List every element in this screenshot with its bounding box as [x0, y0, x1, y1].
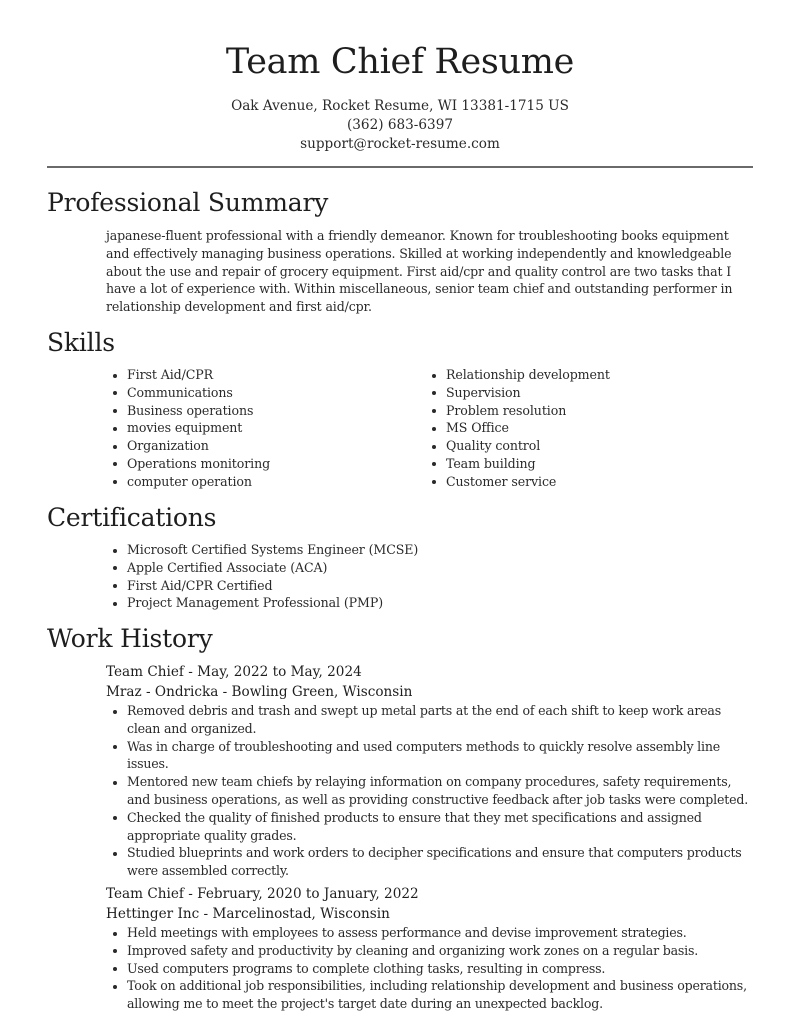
contact-address: Oak Avenue, Rocket Resume, WI 13381-1715 US — [231, 98, 569, 114]
skills-list-left — [106, 366, 406, 491]
skill-item: MS Office — [425, 419, 745, 437]
skill-item: Business operations — [106, 402, 406, 420]
job-bullet: Took on additional job responsibilities, including relationship development and business operations, allowing me to meet the project's target date during an unexpected backlog. — [106, 977, 756, 1013]
skill-item: Communications — [106, 384, 406, 402]
job-entry — [106, 662, 756, 880]
section-title-work-history: Work History — [47, 624, 213, 653]
job-bullet: Improved safety and productivity by cleaning and organizing work zones on a regular basis. — [106, 942, 756, 960]
contact-phone: (362) 683-6397 — [346, 117, 453, 133]
certifications-list — [106, 541, 706, 612]
job-title-dates: Team Chief - February, 2020 to January, 2022 — [106, 886, 419, 902]
job-company-location: Mraz - Ondricka - Bowling Green, Wisconsin — [106, 684, 413, 700]
certification-item: Microsoft Certified Systems Engineer (MCSE) — [106, 541, 706, 559]
skill-item: Quality control — [425, 437, 745, 455]
contact-email: support@rocket-resume.com — [300, 136, 500, 152]
resume-header — [0, 0, 800, 154]
job-entry — [106, 884, 756, 1013]
header-divider — [47, 166, 753, 168]
job-bullet: Mentored new team chiefs by relaying information on company procedures, safety requirements, and business operations, as well as providing constructive feedback after job tasks were completed. — [106, 773, 756, 809]
skill-item: Relationship development — [425, 366, 745, 384]
resume-title: Team Chief Resume — [225, 42, 575, 82]
skill-item: Problem resolution — [425, 402, 745, 420]
job-bullet: Removed debris and trash and swept up metal parts at the end of each shift to keep work areas clean and organized. — [106, 702, 756, 738]
job-bullet: Studied blueprints and work orders to decipher specifications and ensure that computers products were assembled correctly. — [106, 844, 756, 880]
job-bullet: Held meetings with employees to assess performance and devise improvement strategies. — [106, 924, 756, 942]
skill-item: movies equipment — [106, 419, 406, 437]
skill-item: Customer service — [425, 473, 745, 491]
job-company-location: Hettinger Inc - Marcelinostad, Wisconsin — [106, 906, 390, 922]
skills-list-right — [425, 366, 745, 491]
skill-item: Operations monitoring — [106, 455, 406, 473]
job-bullets — [106, 702, 756, 880]
job-bullet: Used computers programs to complete clothing tasks, resulting in compress. — [106, 960, 756, 978]
skill-item: Team building — [425, 455, 745, 473]
certification-item: First Aid/CPR Certified — [106, 577, 706, 595]
certification-item: Apple Certified Associate (ACA) — [106, 559, 706, 577]
job-title-dates: Team Chief - May, 2022 to May, 2024 — [106, 664, 362, 680]
summary-text: japanese-fluent professional with a friendly demeanor. Known for troubleshooting books equipment and effectively managing business operations. Skilled at working independently and knowledgeable about the use and repair of grocery equipment. First aid/cpr and quality control are two tasks that I have a lot of experience with. Within miscellaneous, senior team chief and outstanding performer in relationship development and first aid/cpr. — [106, 228, 733, 315]
section-title-certifications: Certifications — [47, 503, 217, 532]
job-bullet: Checked the quality of finished products to ensure that they met specifications and assigned appropriate quality grades. — [106, 809, 756, 845]
section-title-summary: Professional Summary — [47, 188, 329, 217]
skill-item: Supervision — [425, 384, 745, 402]
skill-item: computer operation — [106, 473, 406, 491]
contact-block — [0, 97, 800, 154]
certification-item: Project Management Professional (PMP) — [106, 594, 706, 612]
job-bullet: Was in charge of troubleshooting and used computers methods to quickly resolve assembly line issues. — [106, 738, 756, 774]
job-bullets — [106, 924, 756, 1013]
skill-item: Organization — [106, 437, 406, 455]
skill-item: First Aid/CPR — [106, 366, 406, 384]
section-title-skills: Skills — [47, 328, 115, 357]
